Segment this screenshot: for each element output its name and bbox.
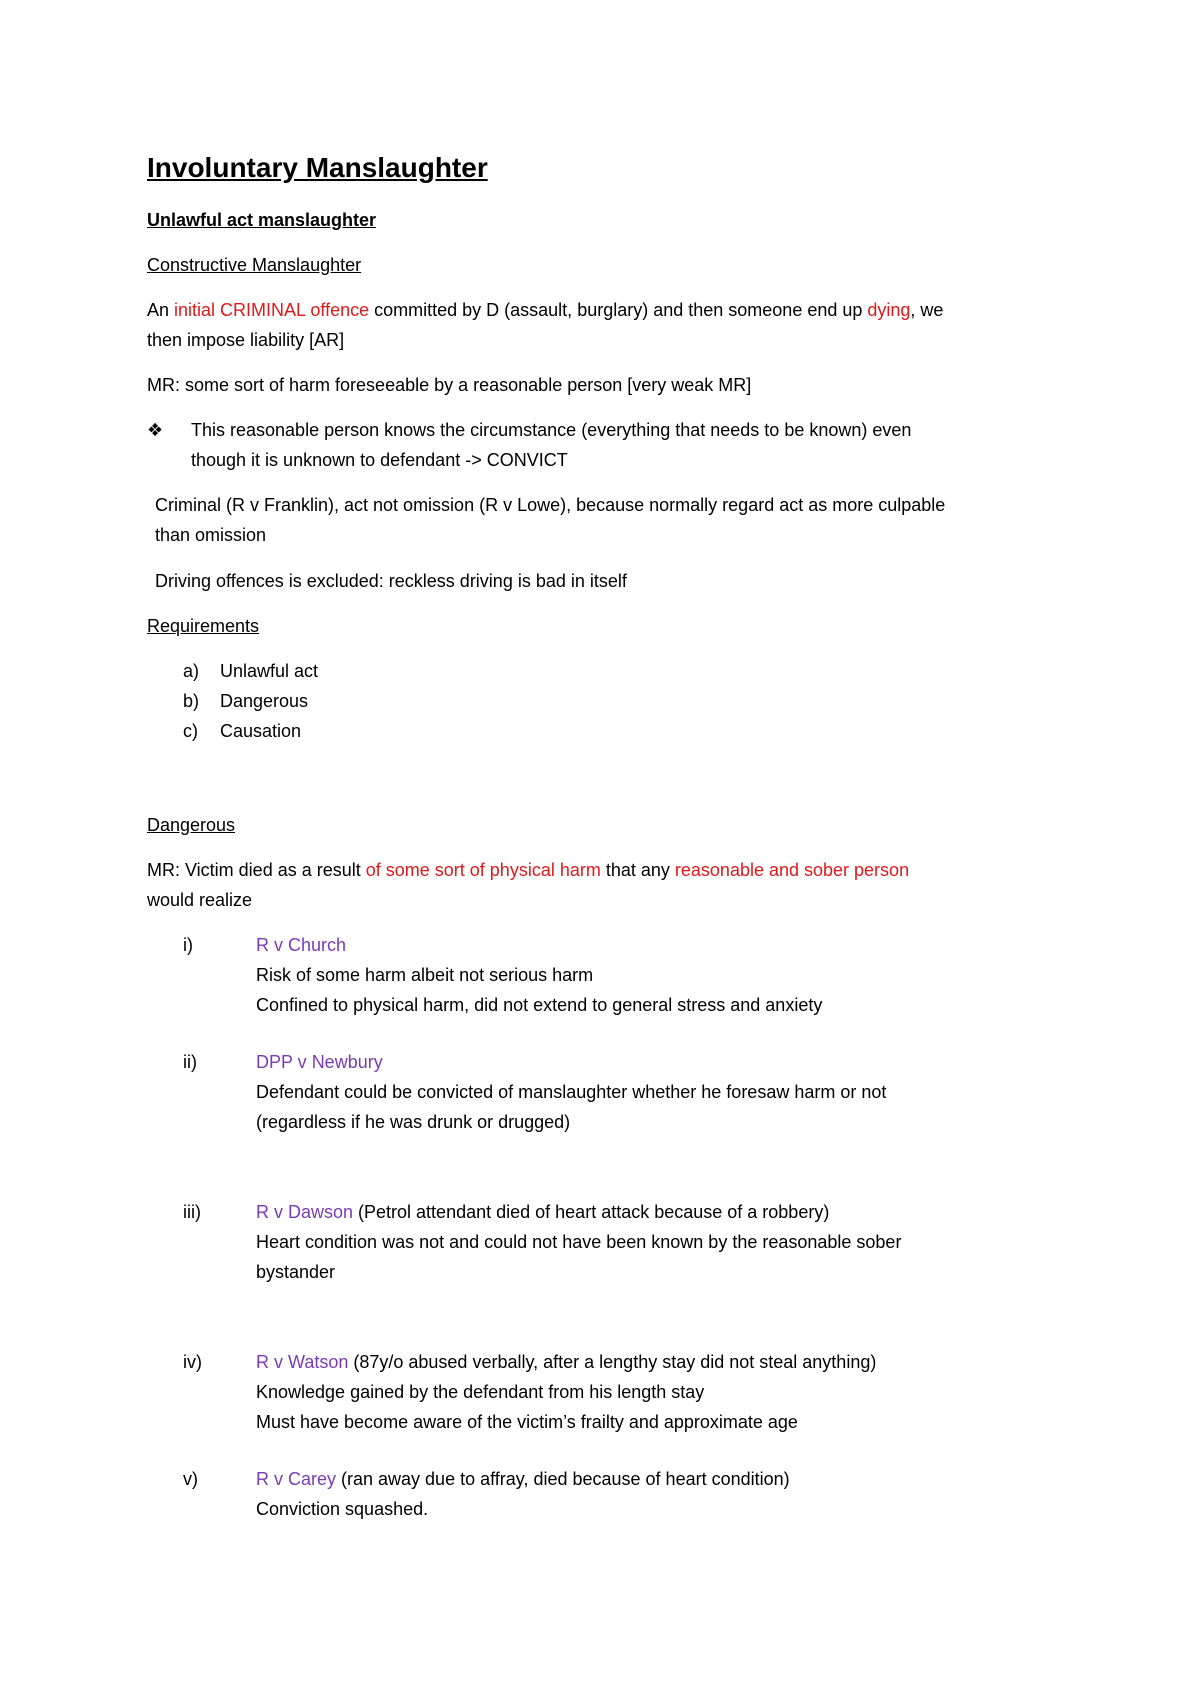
case-name: R v Dawson (256, 1202, 354, 1222)
case-body (256, 1047, 886, 1137)
list-item: Causation (220, 721, 302, 741)
case-body (256, 1464, 790, 1524)
list-item: Dangerous (220, 691, 309, 711)
para1-text-2: committed by D (assault, burglary) and then someone end up (369, 300, 868, 320)
para1-text-1: An (147, 300, 175, 320)
heading-constructive-manslaughter: Constructive Manslaughter (147, 255, 362, 275)
heading-requirements: Requirements (147, 616, 260, 636)
list-marker: a) (183, 661, 200, 681)
case-line: Risk of some harm albeit not serious harm (256, 965, 594, 985)
case-marker: i) (183, 935, 193, 955)
case-line: bystander (256, 1262, 336, 1282)
case-name: R v Church (256, 935, 347, 955)
list-marker: b) (183, 691, 200, 711)
heading-dangerous: Dangerous (147, 815, 236, 835)
case-line: Confined to physical harm, did not extend to general stress and anxiety (256, 995, 823, 1015)
para1-red-dying: dying (867, 300, 911, 320)
case-body (256, 930, 822, 1020)
case-body (256, 1347, 876, 1437)
paragraph-driving-offences: Driving offences is excluded: reckless driving is bad in itself (155, 571, 627, 591)
diamond-bullet-icon: ❖ (147, 420, 164, 440)
case-line: Heart condition was not and could not have been known by the reasonable sober (256, 1232, 902, 1252)
para3-line-2: than omission (155, 525, 267, 545)
paragraph-criminal-act (155, 490, 945, 550)
case-marker: v) (183, 1469, 198, 1489)
mr-red-physical-harm: of some sort of physical harm (365, 860, 601, 880)
case-note: (87y/o abused verbally, after a lengthy stay did not steal anything) (348, 1352, 877, 1372)
list-item: Unlawful act (220, 661, 319, 681)
section-subtitle: Unlawful act manslaughter (147, 210, 377, 230)
paragraph-initial-offence (147, 295, 943, 355)
case-line: Conviction squashed. (256, 1499, 429, 1519)
case-line: (regardless if he was drunk or drugged) (256, 1112, 571, 1132)
mr-text-2: that any (600, 860, 675, 880)
case-line: Must have become aware of the victim’s frailty and approximate age (256, 1412, 798, 1432)
para1-line-2: then impose liability [AR] (147, 330, 345, 350)
bullet-line-1: This reasonable person knows the circumstance (everything that needs to be known) even (191, 420, 912, 440)
para1-text-3: , we (910, 300, 944, 320)
bullet-line-2: though it is unknown to defendant -> CONVICT (191, 450, 568, 470)
para1-red-initial-offence: initial CRIMINAL offence (174, 300, 370, 320)
case-line: Defendant could be convicted of manslaughter whether he foresaw harm or not (256, 1082, 887, 1102)
case-body (256, 1197, 901, 1287)
case-marker: ii) (183, 1052, 197, 1072)
list-marker: c) (183, 721, 198, 741)
case-note: (ran away due to affray, died because of heart condition) (336, 1469, 790, 1489)
case-line: Knowledge gained by the defendant from his length stay (256, 1382, 705, 1402)
mr-line-2: would realize (147, 890, 253, 910)
case-name: DPP v Newbury (256, 1052, 383, 1072)
page-title: Involuntary Manslaughter (147, 152, 488, 183)
case-name: R v Watson (256, 1352, 349, 1372)
paragraph-dangerous-mr (147, 855, 909, 915)
mr-red-reasonable-person: reasonable and sober person (674, 860, 910, 880)
case-marker: iv) (183, 1352, 202, 1372)
bullet-text (191, 415, 911, 475)
paragraph-mr-foreseeable: MR: some sort of harm foreseeable by a reasonable person [very weak MR] (147, 375, 752, 395)
case-name: R v Carey (256, 1469, 337, 1489)
case-marker: iii) (183, 1202, 201, 1222)
case-note: (Petrol attendant died of heart attack because of a robbery) (353, 1202, 830, 1222)
mr-text-1: MR: Victim died as a result (147, 860, 366, 880)
para3-line-1: Criminal (R v Franklin), act not omission (R v Lowe), because normally regard act as more culpable (155, 495, 946, 515)
